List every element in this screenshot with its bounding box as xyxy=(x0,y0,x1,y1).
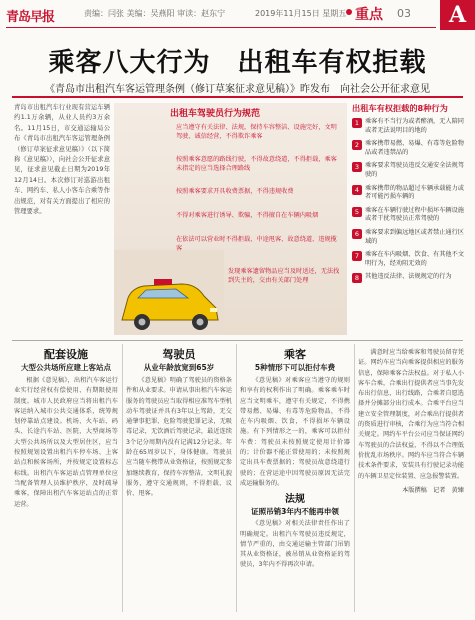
main-headline: 乘客八大行为 出租车有权拒载 xyxy=(48,48,427,78)
editor-credits: 责编：闫张 美编：吴燕阳 审读：赵东宁 xyxy=(84,9,226,18)
list-item-text: 乘客在车内吸烟、饮食、有其他不文明行为，经劝阻无效的 xyxy=(365,251,464,267)
number-badge: 2 xyxy=(352,140,362,150)
number-badge: 7 xyxy=(352,251,362,261)
panel-row-text: 发现乘客遗留物品应当及时送还，无法找到失主的，交由有关部门处理 xyxy=(228,268,340,284)
panel-row-text: 按照乘客意愿的路线行驶，不得故意绕道，不得拒载，乘客未指定的应当选择合理路线 xyxy=(176,156,337,172)
article-subheading: 从业年龄放宽到65岁 xyxy=(143,363,215,372)
article-passengers xyxy=(240,348,350,571)
taxi-illustration-icon xyxy=(114,250,224,335)
article-continued xyxy=(358,348,464,496)
number-badge: 8 xyxy=(352,273,362,283)
article-subheading: 5种情形下可以拒付车费 xyxy=(254,363,336,372)
page-number: 03 xyxy=(397,7,411,20)
intro-paragraph: 青岛市出租汽车行业现有营运车辆约1.1万余辆，从业人员约3万余名。11月15日，市交通运输局公布《青岛市出租汽车客运管理条例（修订草案征求意见稿）》（以下简称《意见稿》），向社会公开征求意见，征求意见截止日期为2019年12月14日。本次修订对巡游出租车、网约车、私人小客车合乘等作出规范，对有关方面提出了相应的管理要求。 xyxy=(14,104,110,216)
logo-text: 青岛早报 xyxy=(6,10,55,25)
headline-divider xyxy=(12,96,463,98)
list-item xyxy=(352,162,469,179)
article-heading: 配套设施 xyxy=(44,348,88,361)
number-badge: 6 xyxy=(352,229,362,239)
article-drivers xyxy=(126,348,232,500)
article-subheading: 证照吊销3年内不能再申领 xyxy=(251,507,339,517)
panel-title: 出租车驾驶员行为规范 xyxy=(170,109,261,119)
section-dot-icon xyxy=(346,9,352,15)
article-body: 根据《意见稿》，出租汽车客运行业实行经营权有偿使用、有期限使用制度。城市人民政府应当将出租汽车客运纳入城市公共交通体系，统筹规划停靠站点建设。机场、火车站、码头、长途汽车站、医院、大型商场等大型公共场所以及大型居住区，应当按照规划设置出租汽车停车场、上客站点和候客场所，并按规定设置标志标线。出租汽车客运站点管理单位应当配备管理人员维护秩序，及时疏导乘客，保障出租汽车客运站点的正常运营。 xyxy=(14,377,118,508)
number-badge: 1 xyxy=(352,118,362,128)
column-divider xyxy=(236,344,237,612)
column-divider xyxy=(354,344,355,612)
number-badge: 5 xyxy=(352,207,362,217)
list-item xyxy=(352,273,469,283)
panel-row xyxy=(176,212,342,221)
column-divider xyxy=(122,344,123,612)
list-item-text: 乘客要求驾驶员违反交通安全法规驾驶的 xyxy=(365,162,464,178)
list-item-text: 其他违反法律、法规规定的行为 xyxy=(365,273,452,281)
header-divider xyxy=(6,27,436,28)
article-body: 《意见稿》对乘客应当遵守的规则和享有的权利作出了明确。乘客乘车时应当文明乘车，遵守有关规定，不得携带易燃、易爆、有毒等危险物品，不得在车内吸烟、饮食，不得损坏车辆设施。有下列情形之一的，乘客可以拒付车费：驾驶员未按照规定使用计价器的；计价器不能正常使用的；未按照规定出具车费票据的；驾驶员故意绕道行驶的；在营运途中因驾驶员原因无法完成运输服务的。 xyxy=(240,377,350,487)
page-header xyxy=(0,0,475,34)
list-item xyxy=(352,207,469,224)
list-item-text: 乘客有不当行为或者醉酒，无人陪同或者无法说明目的地的 xyxy=(365,118,464,134)
list-item-text: 乘客在车辆行驶过程中损坏车辆设施或者干扰驾驶员正常驾驶的 xyxy=(365,206,464,223)
sub-headline: 《青岛市出租汽车客运管理条例（修订草案征求意见稿）》昨发布 向社会公开征求意见 xyxy=(45,84,430,95)
panel-row-text: 不得对乘客进行诱导、欺骗，不得擅自在车辆内吸烟 xyxy=(176,212,319,219)
article-body: 《意见稿》明确了驾驶员的资格条件和从业要求。申请从事出租汽车客运服务的驾驶员应当取得相应准驾车型机动车驾驶证并具有3年以上驾龄，无交通肇事犯罪、危险驾驶犯罪记录，无吸毒记录，无饮酒后驾驶记录，最近连续3个记分周期内没有记满12分记录。年龄在65周岁以下，身体健康。驾驶员应当随车携带从业资格证，按照规定参加继续教育，保持车容整洁，文明礼貌服务，遵守交通规则，不得拒载、议价、甩客。 xyxy=(126,377,232,498)
article-heading: 乘客 xyxy=(284,348,306,361)
article-body: 满意时应当给乘客和驾驶员留存凭证。网约车应当向乘客提供相应的服务信息，保障乘客合法权益。对于私人小客车合乘，合乘出行提供者应当事先发布出行信息，出行线路，合乘者自愿选择并分摊部分出行成本。合乘平台应当建立安全管理制度，对合乘出行提供者的资质进行审核，合乘行为应当符合相关规定。网约车平台公司应当保证网约车驾驶员的合法权益，不得以不合理低价扰乱市场秩序。网约车应当符合车辆技术条件要求，安装具有行驶记录功能的车辆卫星定位装置、应急报警装置。 xyxy=(358,349,464,480)
refusal-list-title: 出租车有权拒载的8种行为 xyxy=(352,103,448,113)
section-name: 重点 xyxy=(355,7,383,23)
list-item xyxy=(352,229,469,246)
panel-row-text: 在依法可以营业时不得拒载、中途甩客、故意绕道、违规揽客 xyxy=(176,236,337,252)
number-badge: 3 xyxy=(352,162,362,172)
panel-row xyxy=(228,268,342,285)
article-heading: 法规 xyxy=(285,494,305,506)
panel-row xyxy=(176,236,342,253)
newspaper-logo xyxy=(6,6,76,24)
list-item-text: 乘客携带易燃、易爆、有毒等危险物品或者违禁品的 xyxy=(365,140,464,156)
issue-date: 2019年11月15日 星期五 xyxy=(255,9,347,18)
list-item xyxy=(352,140,469,157)
article-body: 《意见稿》对相关法律责任作出了明确规定。出租汽车驾驶员违反规定，情节严重的，由交通运输主管部门吊销其从业资格证，被吊销从业资格证的驾驶员，3年内不得再次申请。 xyxy=(240,520,350,569)
list-item xyxy=(352,251,469,268)
panel-row xyxy=(176,124,342,141)
panel-row xyxy=(176,156,342,173)
panel-row-text: 按照乘客要求开具收费票据，不得违规收费 xyxy=(176,188,294,195)
article-facilities xyxy=(14,348,118,510)
byline: 本版撰稿 记者 黄臻 xyxy=(402,486,464,494)
list-item-text: 乘客携带的物品超过车辆承载能力或者可能污损车辆的 xyxy=(365,184,464,201)
article-subheading: 大型公共场所应建上客站点 xyxy=(21,363,111,372)
list-item xyxy=(352,185,469,202)
edition-letter: A xyxy=(440,0,475,30)
number-badge: 4 xyxy=(352,185,362,195)
list-item-text: 乘客要求到偏远地区或者禁止通行区域的 xyxy=(365,228,464,245)
article-heading: 驾驶员 xyxy=(162,348,196,361)
panel-row xyxy=(176,188,342,197)
panel-row-text: 应当遵守有关法律、法规，保持车容整洁、设施完好，文明驾驶、诚信经营，不得欺诈乘客 xyxy=(176,124,337,140)
list-item xyxy=(352,118,469,135)
section-divider xyxy=(12,340,463,341)
refusal-list xyxy=(352,103,469,288)
